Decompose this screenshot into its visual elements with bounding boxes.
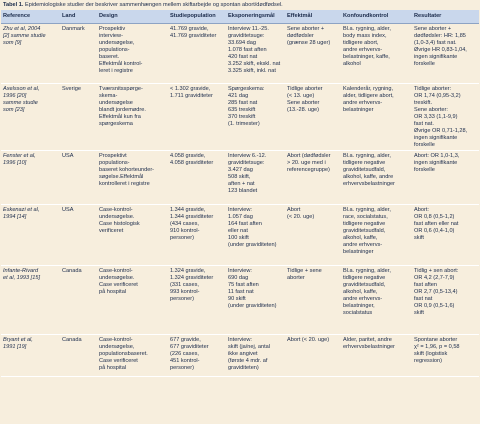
reference-line: samme studie [3,100,38,106]
table-row [1,151,479,205]
result-line: Øvrige OR 0,71-1,28, [414,128,468,134]
table-caption [1,1,479,10]
population-line: 1.344 gravide, [170,207,206,213]
result-line: ingen signifikante [414,135,458,141]
confound-line: andre erhvervs- [343,47,383,53]
design-line: undersøgelse, [99,344,135,350]
exposure-line: 420 fast nat [228,54,258,60]
design-line: verificeret [99,228,124,234]
design-line: undersøgelse. [99,214,135,220]
exposure-line: ikke angivet [228,351,258,357]
exposure-line: 3.427 dag [228,167,253,173]
confound-line: alkohol, kaffe, [343,235,378,241]
result-line: Sene aborter + [414,26,452,32]
population-line: 4.058 graviditeter [170,160,214,166]
cell-confound [341,205,412,266]
exposure-line: 164 fast aften [228,221,262,227]
result-line: skift [414,235,424,241]
outcome-line: (grænse 28 uger) [287,40,331,46]
confound-line: Bl.a. rygning, alder, [343,207,391,213]
design-line: Case verificeret [99,358,138,364]
result-line: skift [414,310,424,316]
design-line: interview- [99,33,123,39]
result-line: forskelle [414,142,435,148]
population-line: 1.344 graviditeter [170,214,214,220]
design-line: kontrolleret i registre [99,181,150,187]
cell-design [97,84,168,151]
design-line: søgelse.Effektmål [99,174,144,180]
result-line: fast aften eller nat [414,221,459,227]
cell-outcome [285,205,341,266]
confound-line: Bl.a. rygning, alder, [343,268,391,274]
exposure-line: Interview 6.-12. [228,153,267,159]
exposure-line: (1. trimester) [228,121,260,127]
confound-line: Bl.a. rygning, alder, [343,153,391,159]
confound-line: alkohol, kaffe, [343,289,378,295]
confound-line: graviditetsudfald, [343,228,386,234]
exposure-line: (under graviditeten) [228,242,277,248]
result-line: OR 0,9 (0,5-1,6) [414,303,455,309]
cell-outcome [285,335,341,377]
design-line: undersøgelse, [99,40,135,46]
confound-line: socialstatus [343,310,373,316]
exposure-line: graviditetsuge: [228,33,265,39]
exposure-line: Interview: [228,337,252,343]
confound-line: belastninger [343,107,374,113]
cell-population [168,84,226,151]
result-line: treskift. [414,100,433,106]
population-line: 677 graviditeter [170,344,209,350]
cell-reference [1,84,60,151]
exposure-line: (første 4 mdr. af [228,358,268,364]
confound-line: tidligere negative [343,275,386,281]
cell-result [412,24,479,84]
result-line: Spontane aborter [414,337,458,343]
result-line: Sene aborter: [414,107,448,113]
cell-population [168,335,226,377]
cell-design [97,205,168,266]
reference-line: 1996 [20] [3,93,27,99]
design-line: på hospital [99,289,127,295]
result-line: (1,0-3,4) fast nat. [414,40,457,46]
outcome-line: > 20. uge med i [287,160,326,166]
exposure-line: aften + nat [228,181,255,187]
design-line: Tværsnitsspørge- [99,86,143,92]
design-line: populations- [99,47,130,53]
outcome-line: (13.-28. uge) [287,107,320,113]
outcome-line: Tidlige aborter [287,86,323,92]
population-line: 451 kontrol- [170,358,200,364]
exposure-line: 1.057 dag [228,214,253,220]
table-row [1,24,479,84]
header-konfoundkontrol: Konfoundkontrol [341,10,412,24]
reference-line: som [23] [3,107,25,113]
exposure-line: 90 skift [228,296,246,302]
design-line: Case-kontrol- [99,268,133,274]
cell-design [97,151,168,205]
result-line: regression) [414,358,442,364]
header-design: Design [97,10,168,24]
exposure-line: 3.252 skift, ekskl. nat [228,61,281,67]
land-line: Canada [62,268,82,274]
result-line: OR 1,74 (0,95-3,2) [414,93,461,99]
outcome-line: referencegruppe) [287,167,330,173]
design-line: baseret. [99,54,120,60]
result-line: Abort: OR 1,0-1,3, [414,153,460,159]
reference-line: 1996 [10] [3,160,27,166]
confound-line: andre erhvervs- [343,296,383,302]
design-line: blandt jordemødre. [99,107,146,113]
design-line: Case-kontrol- [99,207,133,213]
result-line: fast nat [414,296,433,302]
outcome-line: Sene aborter [287,100,320,106]
confound-line: Bl.a. rygning, alder, [343,26,391,32]
header-land: Land [60,10,97,24]
outcome-line: (< 13. uge) [287,93,315,99]
outcome-line: dødfødsler [287,33,314,39]
confound-line: tidligere abort, [343,40,379,46]
confound-line: alkohol, kaffe, andre [343,174,394,180]
confound-line: alder, tidligere abort, [343,93,394,99]
cell-population [168,205,226,266]
result-line: χ² = 1,96, p = 0,58 [414,344,460,350]
cell-land [60,205,97,266]
cell-land [60,335,97,377]
cell-land [60,24,97,84]
confound-line: erhvervsbelastninger [343,344,395,350]
design-line: Prospektivt [99,153,127,159]
exposure-line: 100 skift [228,235,249,241]
reference-line: Fenster et al, [3,153,36,159]
cell-population [168,24,226,84]
land-line: Canada [62,337,82,343]
confound-line: tidligere negative [343,160,386,166]
result-line: fast aften [414,282,438,288]
exposure-line: (under graviditeten) [228,303,277,309]
result-line: ingen signifikante [414,160,458,166]
outcome-line: Abort (< 20. uge) [287,337,330,343]
cell-land [60,151,97,205]
design-line: populationsbaseret. [99,351,148,357]
cell-exposure [226,205,285,266]
outcome-line: Tidlige + sene [287,268,322,274]
confound-line: graviditetsudfald, [343,282,386,288]
confound-line: belastninger, kaffe, [343,54,390,60]
exposure-line: 285 fast nat [228,100,258,106]
exposure-line: 123 blandet [228,188,258,194]
result-line: skift (logistisk [414,351,448,357]
cell-reference [1,335,60,377]
result-line: Abort: [414,207,429,213]
land-line: USA [62,207,74,213]
population-line: 1.324 gravide, [170,268,206,274]
confound-line: graviditetsudfald, [343,167,386,173]
design-line: populations- [99,160,130,166]
exposure-line: 33.694 dag [228,40,256,46]
reference-line: Bryant et al, [3,337,33,343]
header-resultater: Resultater [412,10,479,24]
cell-result [412,151,479,205]
design-line: Effektmål kun fra [99,114,141,120]
confound-line: belastninger [343,249,374,255]
cell-outcome [285,84,341,151]
design-line: Case verificeret [99,282,138,288]
confound-line: andre erhvervs- [343,242,383,248]
cell-design [97,24,168,84]
cell-design [97,266,168,335]
cell-land [60,84,97,151]
cell-population [168,266,226,335]
cell-confound [341,151,412,205]
confound-line: body mass index, [343,33,387,39]
outcome-line: Sene aborter + [287,26,325,32]
exposure-line: eller nat [228,228,248,234]
cell-reference [1,24,60,84]
reference-line: 1994 [14] [3,214,27,220]
result-line: OR 3,33 (1,1-9,9) [414,114,458,120]
population-line: 41.769 gravide, [170,26,209,32]
population-line: 4.058 gravide, [170,153,206,159]
result-line: Øvrige HR 0,83-1,04, [414,47,467,53]
population-line: 1.711 graviditeter [170,93,213,99]
population-line: personer) [170,296,194,302]
confound-line: tidligere negative [343,221,386,227]
exposure-line: graviditeten) [228,365,259,371]
exposure-line: 11 fast nat [228,289,254,295]
land-line: Danmark [62,26,85,32]
exposure-line: Spørgeskema: [228,86,265,92]
header-effektmal: Effektmål [285,10,341,24]
cell-exposure [226,151,285,205]
result-line: OR 0,8 (0,5-1,2) [414,214,455,220]
design-line: på hospital [99,365,127,371]
reference-line: Eskenazi et al, [3,207,40,213]
confound-line: belastninger, [343,303,375,309]
confound-line: andre erhvervs- [343,100,383,106]
design-line: baseret kohorteunder- [99,167,155,173]
exposure-line: Interview 11.-25. [228,26,269,32]
design-line: Case-kontrol- [99,337,133,343]
cell-outcome [285,266,341,335]
confound-line: Alder, paritet, andre [343,337,392,343]
cell-result [412,266,479,335]
reference-line: Infante-Rivard [3,268,39,274]
caption-label: Tabel 1. [3,2,24,8]
land-line: Sverige [62,86,81,92]
design-line: undersøgelse [99,100,133,106]
studies-table [1,10,479,377]
confound-line: alkohol [343,61,361,67]
header-eksponeringsmal: Eksponeringsmål [226,10,285,24]
population-line: personer) [170,235,194,241]
population-line: 41.769 graviditeter [170,33,217,39]
cell-result [412,205,479,266]
cell-exposure [226,84,285,151]
exposure-line: 3.325 skift, inkl. nat [228,68,276,74]
result-line: fast nat. [414,121,434,127]
result-line: forskelle [414,167,435,173]
cell-population [168,151,226,205]
table-header-row [1,10,479,24]
result-line: Tidlige aborter: [414,86,452,92]
reference-line: [2] samme studie [3,33,46,39]
exposure-line: 1.078 fast aften [228,47,267,53]
table-row [1,266,479,335]
design-line: spørgeskema [99,121,133,127]
population-line: < 1.302 gravide, [170,86,211,92]
population-line: (434 cases, [170,221,199,227]
population-line: 1.324 graviditeter [170,275,214,281]
cell-reference [1,151,60,205]
design-line: Prospektiv [99,26,126,32]
result-line: OR 0,6 (0,4-1,0) [414,228,455,234]
exposure-line: 690 dag [228,275,249,281]
reference-line: Axelsson et al, [3,86,40,92]
cell-result [412,335,479,377]
population-line: (226 cases, [170,351,199,357]
table-row [1,335,479,377]
exposure-line: 421 dag [228,93,249,99]
design-line: Case histologisk [99,221,140,227]
table-body [1,24,479,377]
confound-line: Kalenderår, rygning, [343,86,394,92]
confound-line: erhvervsbelastninger [343,181,395,187]
result-line: OR 2,7 (0,5-13,4) [414,289,458,295]
header-reference: Reference [1,10,60,24]
cell-reference [1,266,60,335]
result-line: OR 4,2 (2,7-7,9) [414,275,455,281]
outcome-line: aborter [287,275,305,281]
exposure-line: skift (ja/nej, antal [228,344,270,350]
header-studiepopulation: Studiepopulation [168,10,226,24]
cell-land [60,266,97,335]
table-row [1,84,479,151]
result-line: forskelle [414,61,435,67]
cell-confound [341,84,412,151]
caption-text: Epidemiologiske studier der beskriver sammenhængen mellem skiftarbejde og spontan abort/dødfødsel. [24,2,283,8]
cell-outcome [285,151,341,205]
cell-reference [1,205,60,266]
cell-result [412,84,479,151]
result-line: ingen signifikante [414,54,458,60]
land-line: USA [62,153,74,159]
exposure-line: 75 fast aften [228,282,259,288]
result-line: Tidlig + sen abort: [414,268,459,274]
cell-confound [341,24,412,84]
cell-design [97,335,168,377]
population-line: personer) [170,365,194,371]
exposure-line: 635 treskift [228,107,256,113]
cell-outcome [285,24,341,84]
reference-line: et al, 1993 [15] [3,275,41,281]
table-row [1,205,479,266]
exposure-line: Interview: [228,207,252,213]
design-line: skema- [99,93,118,99]
exposure-line: Interview: [228,268,252,274]
cell-exposure [226,24,285,84]
cell-confound [341,335,412,377]
cell-exposure [226,266,285,335]
population-line: 993 kontrol- [170,289,200,295]
outcome-line: Abort [287,207,301,213]
population-line: 677 gravide, [170,337,201,343]
design-line: undersøgelse. [99,275,135,281]
reference-line: som [9] [3,40,22,46]
exposure-line: graviditetsuge: [228,160,265,166]
design-line: Effektmål kontrol- [99,61,143,67]
result-line: dødfødsler: HR: 1,85 [414,33,466,39]
outcome-line: Abort (dødfødsler [287,153,331,159]
population-line: 910 kontrol- [170,228,200,234]
confound-line: race, socialstatus, [343,214,388,220]
exposure-line: 370 treskift [228,114,256,120]
cell-exposure [226,335,285,377]
reference-line: 1991 [19] [3,344,27,350]
exposure-line: 508 skift, [228,174,251,180]
cell-confound [341,266,412,335]
reference-line: Zhu et al, 2004 [3,26,41,32]
outcome-line: (< 20. uge) [287,214,315,220]
design-line: leret i registre [99,68,133,74]
population-line: (331 cases, [170,282,199,288]
